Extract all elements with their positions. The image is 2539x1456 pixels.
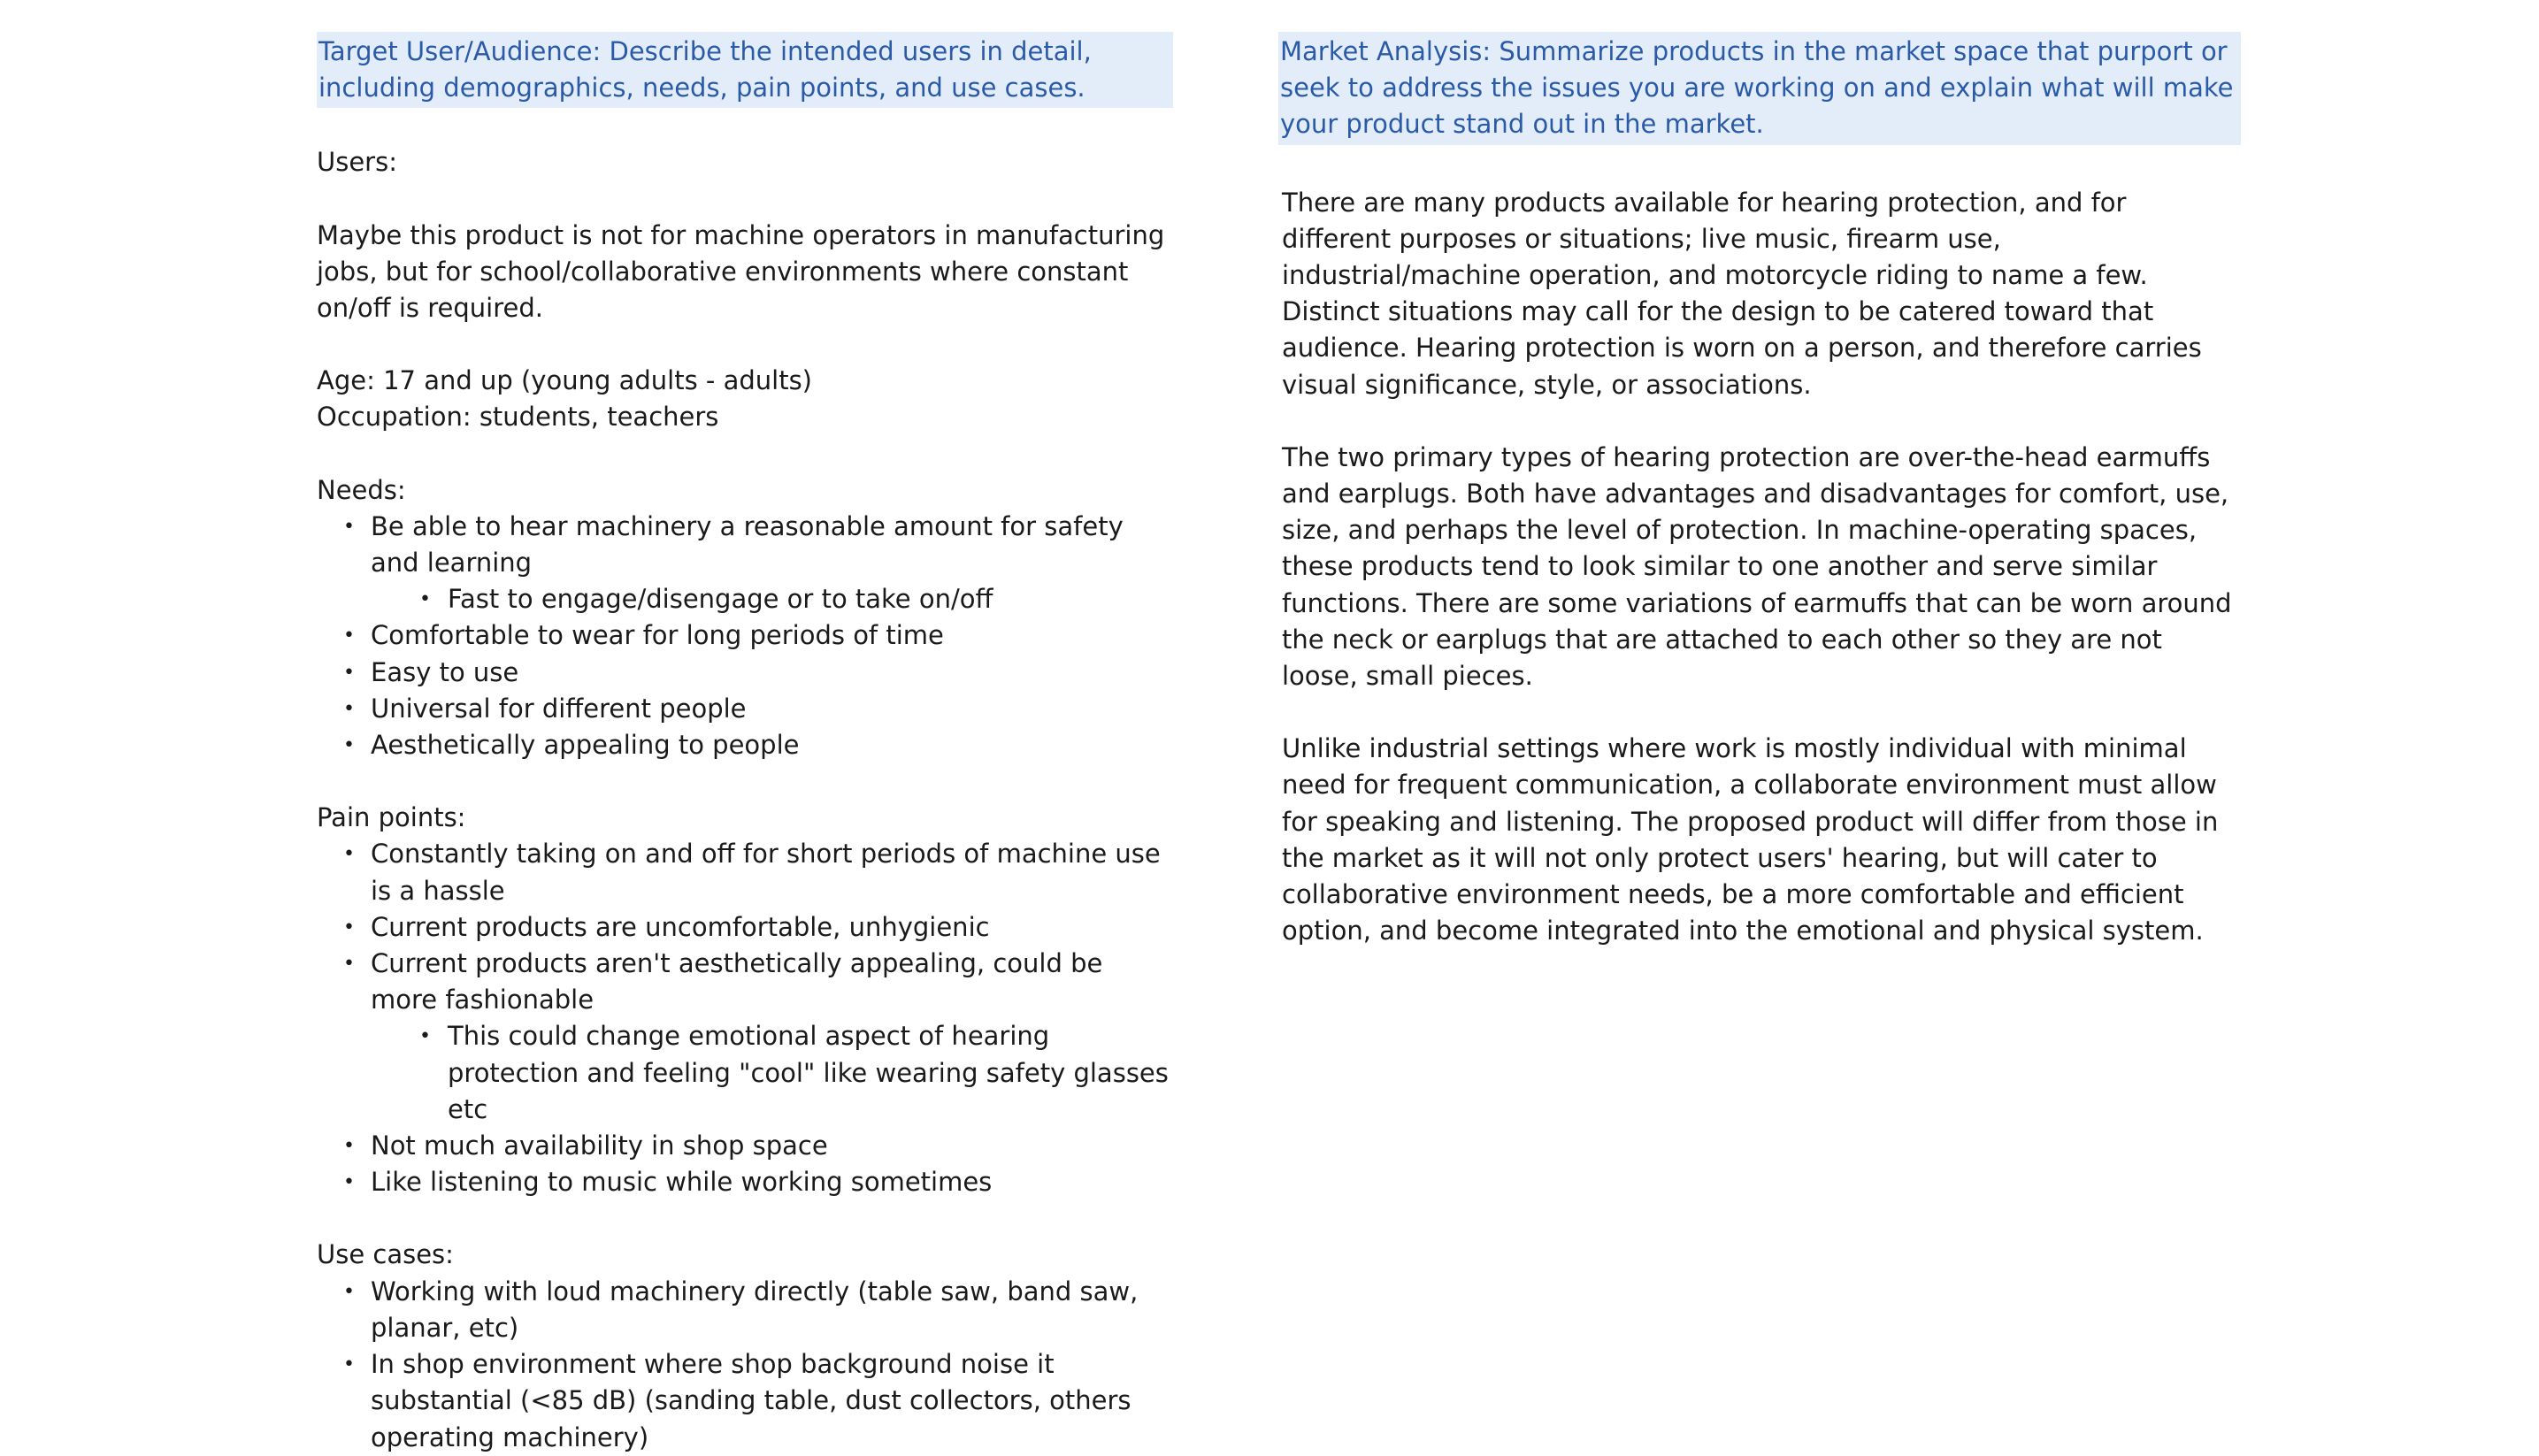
list-item: • Current products aren't aesthetically appealing, could be more fashionable bbox=[317, 946, 1175, 1018]
list-item: • Universal for different people bbox=[317, 691, 1175, 727]
list-item: • Be able to hear machinery a reasonable amount for safety and learning bbox=[317, 509, 1175, 581]
users-text: Maybe this product is not for machine operators in manufacturing jobs, but for school/collaborative environments where constant on/off is required. bbox=[317, 219, 1165, 324]
use-cases-list bbox=[317, 1274, 1175, 1456]
list-item: • Not much availability in shop space bbox=[317, 1128, 1175, 1164]
list-item: • This could change emotional aspect of hearing protection and feeling "cool" like wearing safety glasses etc bbox=[317, 1018, 1175, 1128]
list-item: • Aesthetically appealing to people bbox=[317, 727, 1175, 763]
market-paragraph: There are many products available for hearing protection, and for different purposes or situations; live music, firearm use, industrial/machine operation, and motorcycle riding to name a few. Distinct situations may call for the design to be catered toward that audience. Hearing protection is worn on a person, and therefore carries visual significance, style, or associations. bbox=[1282, 187, 2202, 400]
list-item: • Fast to engage/disengage or to take on/off bbox=[317, 581, 1175, 617]
use-cases-heading: Use cases: bbox=[317, 1239, 454, 1270]
list-item: • Easy to use bbox=[317, 655, 1175, 691]
users-heading: Users: bbox=[317, 147, 397, 178]
target-user-column bbox=[317, 32, 1175, 1456]
market-paragraph: Unlike industrial settings where work is mostly individual with minimal need for frequent communication, a collaborate environment must allow for speaking and listening. The proposed product will differ from those in the market as it will not only protect users' hearing, but will cater to collaborative environment needs, be a more comfortable and efficient option, and become integrated into the emotional and physical system. bbox=[1282, 733, 2219, 946]
needs-list bbox=[317, 509, 1175, 763]
occupation-line: Occupation: students, teachers bbox=[317, 402, 719, 433]
list-item: • Current products are uncomfortable, unhygienic bbox=[317, 909, 1175, 946]
market-paragraph: The two primary types of hearing protection are over-the-head earmuffs and earplugs. Both have advantages and disadvantages for comfort, use, size, and perhaps the level of protection. In machine-operating spaces, these products tend to look similar to one another and serve similar functions. There are some variations of earmuffs that can be worn around the neck or earplugs that are attached to each other so they are not loose, small pieces. bbox=[1282, 441, 2232, 692]
list-item: • Constantly taking on and off for short periods of machine use is a hassle bbox=[317, 836, 1175, 908]
needs-heading: Needs: bbox=[317, 474, 406, 505]
pain-points-list bbox=[317, 836, 1175, 1200]
list-item: • Like listening to music while working sometimes bbox=[317, 1164, 1175, 1200]
list-item: • Comfortable to wear for long periods of time bbox=[317, 617, 1175, 654]
list-item: • In shop environment where shop background noise it substantial (<85 dB) (sanding table, dust collectors, others operating machinery) bbox=[317, 1346, 1175, 1456]
age-line: Age: 17 and up (young adults - adults) bbox=[317, 365, 812, 396]
market-analysis-column bbox=[1278, 32, 2243, 949]
target-user-prompt: Target User/Audience: Describe the intended users in detail, including demographics, needs, pain points, and use cases. bbox=[317, 32, 1173, 108]
list-item: • Working with loud machinery directly (table saw, band saw, planar, etc) bbox=[317, 1274, 1175, 1346]
pain-points-heading: Pain points: bbox=[317, 802, 466, 833]
market-analysis-prompt: Market Analysis: Summarize products in the market space that purport or seek to address the issues you are working on and explain what will make your product stand out in the market. bbox=[1278, 32, 2241, 145]
